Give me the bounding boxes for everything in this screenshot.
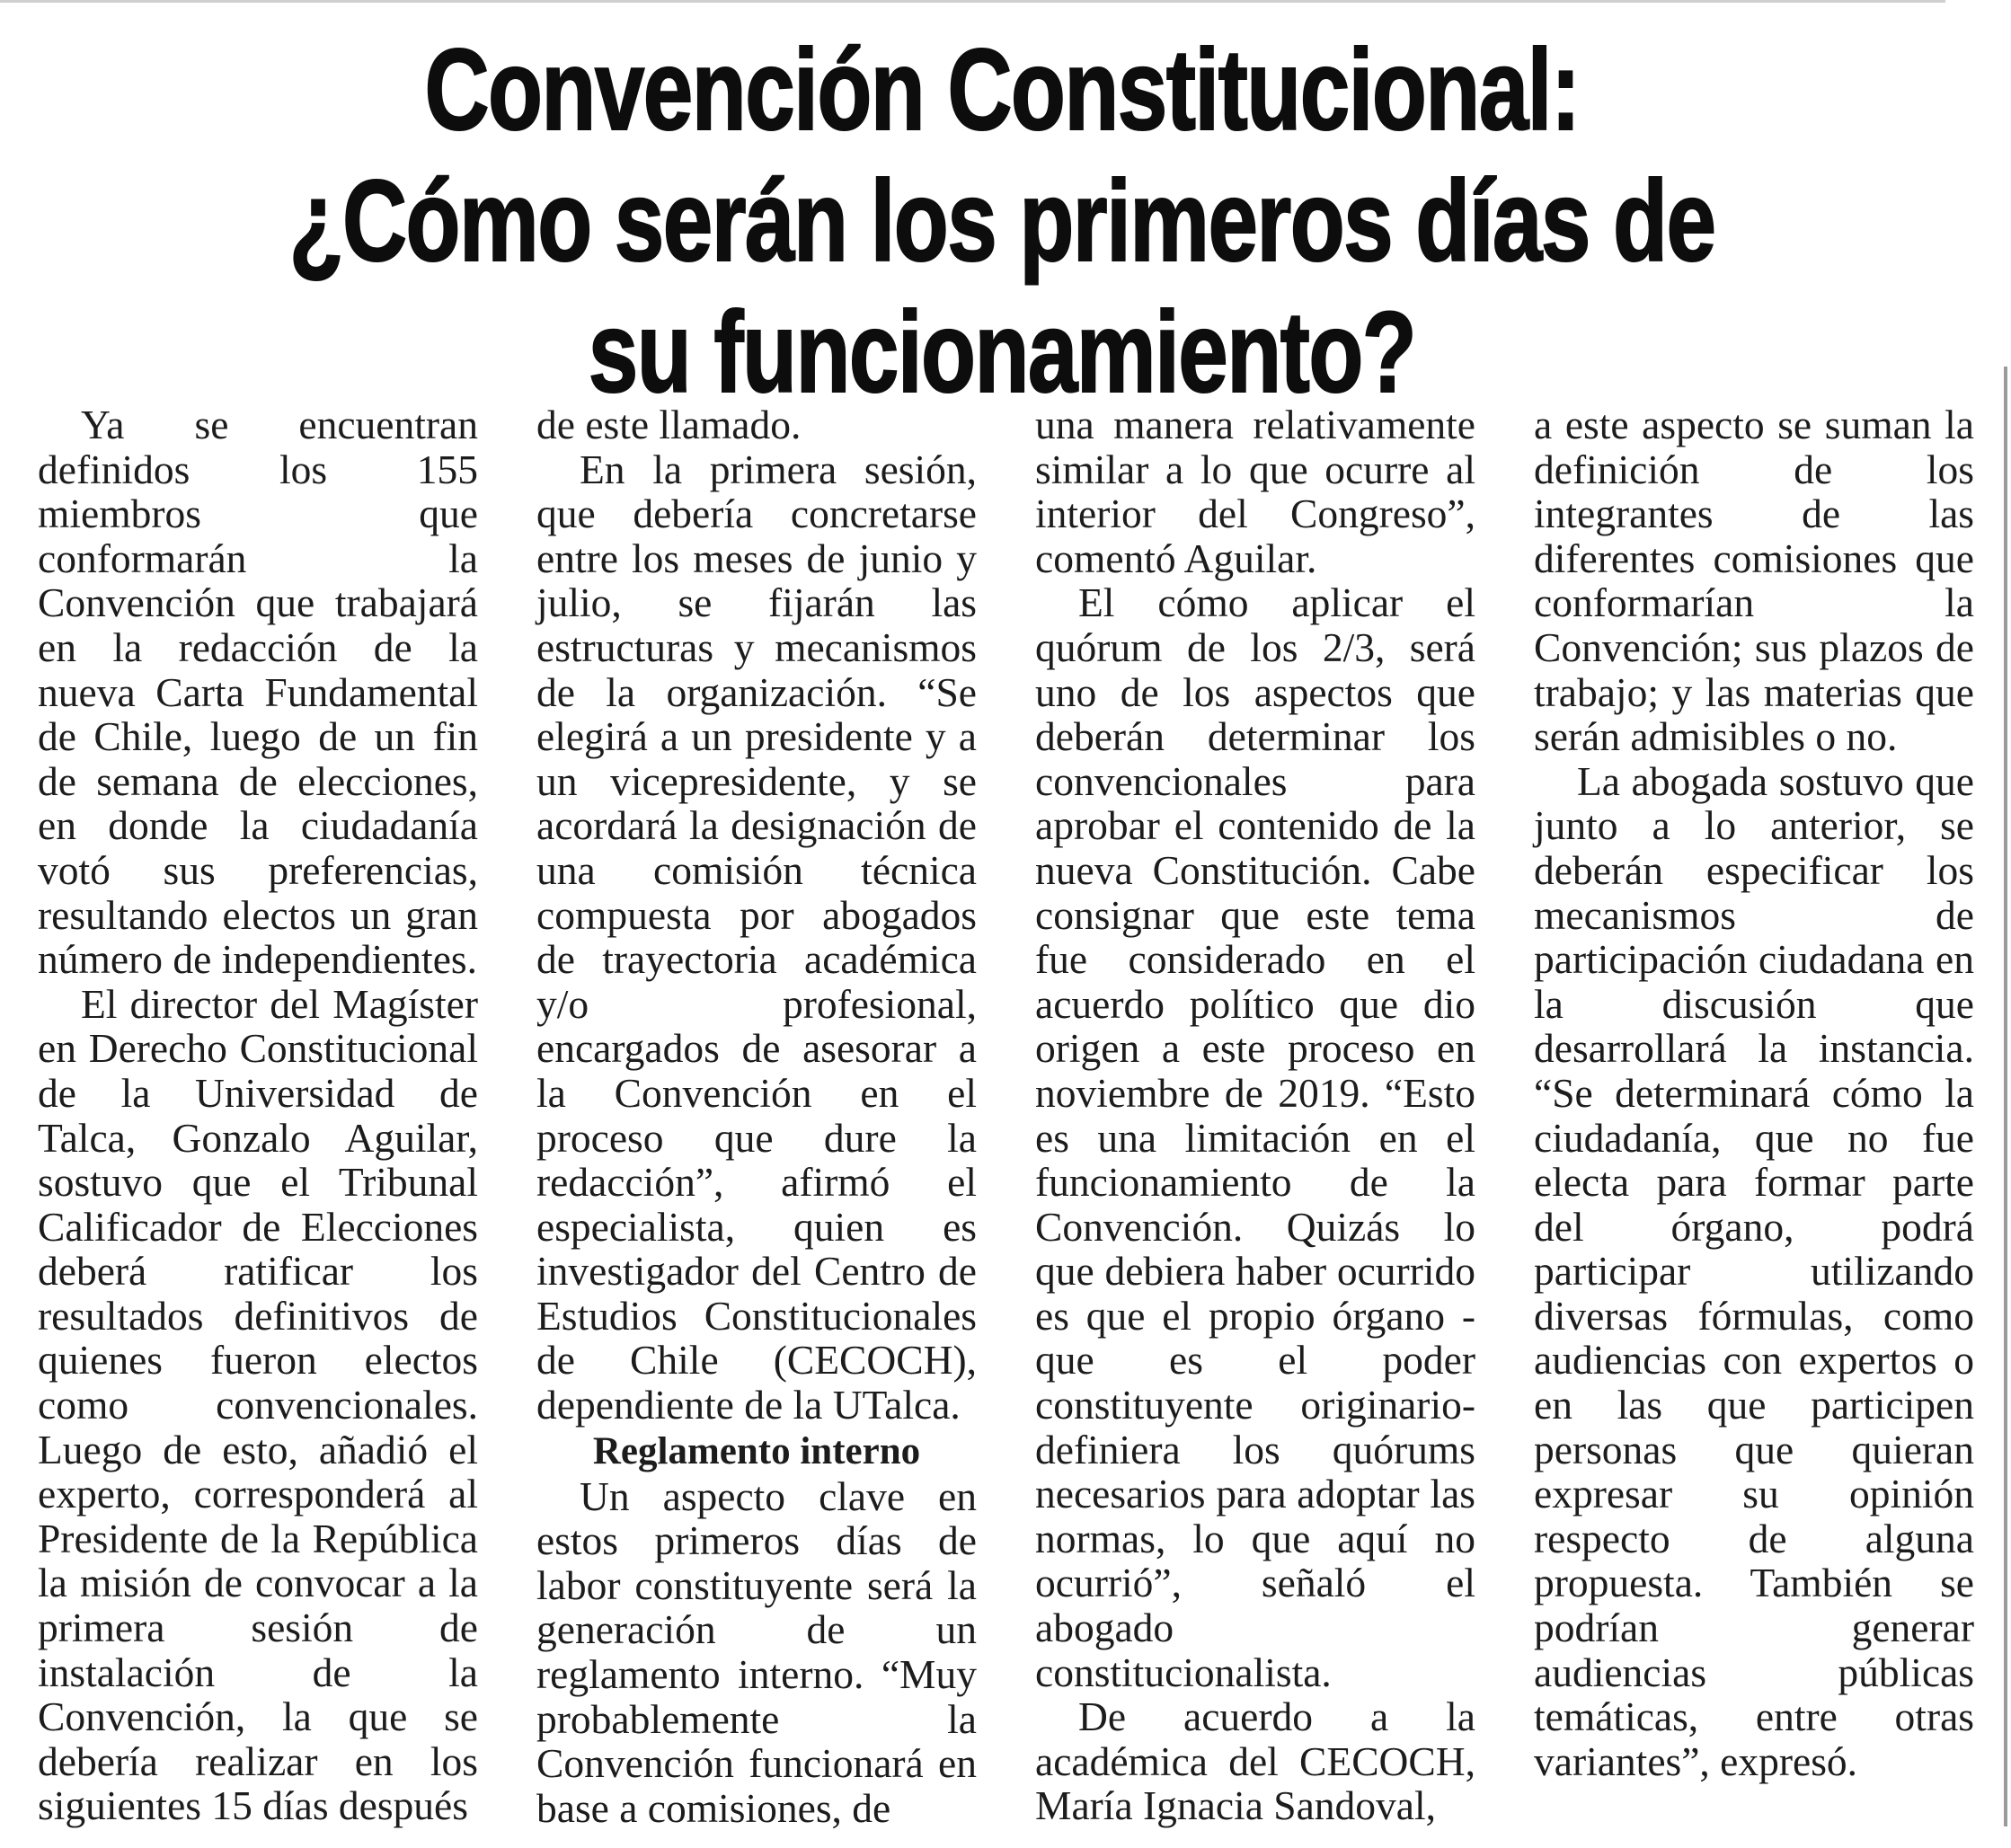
article-column-1	[38, 402, 478, 1828]
column-4-paragraph-1: a este aspecto se suman la definición de los integrantes de las diferentes comisiones que conformarían la Convención; sus plazos de trabajo; y las materias que serán admisibles o no.	[1534, 402, 1974, 760]
column-3-paragraph-2: El cómo aplicar el quórum de los 2/3, será uno de los aspectos que deberán determinar los convencionales para aprobar el contenido de la nueva Constitución. Cabe consignar que este tema fue considerado en el acuerdo político que dio origen a este proceso en noviembre de 2019. “Esto es una limitación en el funcionamiento de la Convención. Quizás lo que debiera haber ocurrido es que el propio órgano -que es el poder constituyente originario- definiera los quórums necesarios para adoptar las normas, lo que aquí no ocurrió”, señaló el abogado constitucionalista.	[1035, 579, 1475, 1695]
article-column-3	[1035, 402, 1475, 1828]
column-1-paragraph-1: Ya se encuentran definidos los 155 miembros que conformarán la Convención que trabajará en la redacción de la nueva Carta Fundamental de Chile, luego de un fin de semana de elecciones, en donde la ciudadanía votó sus preferencias, resultando electos un gran número de independientes.	[38, 402, 478, 983]
headline-line-2: ¿Cómo serán los primeros días de	[288, 157, 1715, 286]
top-divider	[0, 0, 1945, 3]
column-4-paragraph-2: La abogada sostuvo que junto a lo anterior, se deberán especificar los mecanismos de participación ciudadana en la discusión que desarrollará la instancia. “Se determinará cómo la ciudadanía, que no fue electa para formar parte del órgano, podrá participar utilizando diversas fórmulas, como audiencias con expertos o en las que participen personas que quieran expresar su opinión respecto de alguna propuesta. También se podrían generar audiencias públicas temáticas, entre otras variantes”, expresó.	[1534, 757, 1974, 1784]
column-2-paragraph-1: de este llamado.	[536, 402, 802, 447]
headline-line-3: su funcionamiento?	[588, 288, 1416, 417]
column-2-paragraph-2: En la primera sesión, que debería concretarse entre los meses de junio y julio, se fijarán las estructuras y mecanismos de la organización. “Se elegirá a un presidente y a un vicepresidente, y se acordará la designación de una comisión técnica compuesta por abogados de trayectoria académica y/o profesional, encargados de asesorar a la Convención en el proceso que dure la redacción”, afirmó el especialista, quien es investigador del Centro de Estudios Constitucionales de Chile (CECOCH), dependiente de la UTalca.	[536, 446, 977, 1428]
column-3-paragraph-3: De acuerdo a la académica del CECOCH, María Ignacia Sandoval,	[1035, 1693, 1475, 1829]
right-column-divider	[2004, 367, 2007, 1826]
article-column-4	[1534, 402, 1974, 1783]
column-2-paragraph-3: Un aspecto clave en estos primeros días de labor constituyente será la generación de un reglamento interno. “Muy probablemente la Convención funcionará en base a comisiones, de	[536, 1472, 977, 1831]
article-headline	[262, 25, 1741, 419]
column-3-paragraph-1: una manera relativamente similar a lo que ocurre al interior del Congreso”, comentó Aguilar.	[1035, 402, 1475, 581]
article-column-2	[536, 402, 977, 1830]
headline-line-1: Convención Constitucional:	[424, 26, 1580, 155]
section-subhead: Reglamento interno	[592, 1429, 921, 1472]
column-1-paragraph-2: El director del Magíster en Derecho Constitucional de la Universidad de Talca, Gonzalo Aguilar, sostuvo que el Tribunal Calificador de Elecciones deberá ratificar los resultados definitivos de quienes fueron electos como convencionales. Luego de esto, añadió el experto, corresponderá al Presidente de la República la misión de convocar a la primera sesión de instalación de la Convención, la que se debería realizar en los siguientes 15 días después	[38, 980, 478, 1829]
